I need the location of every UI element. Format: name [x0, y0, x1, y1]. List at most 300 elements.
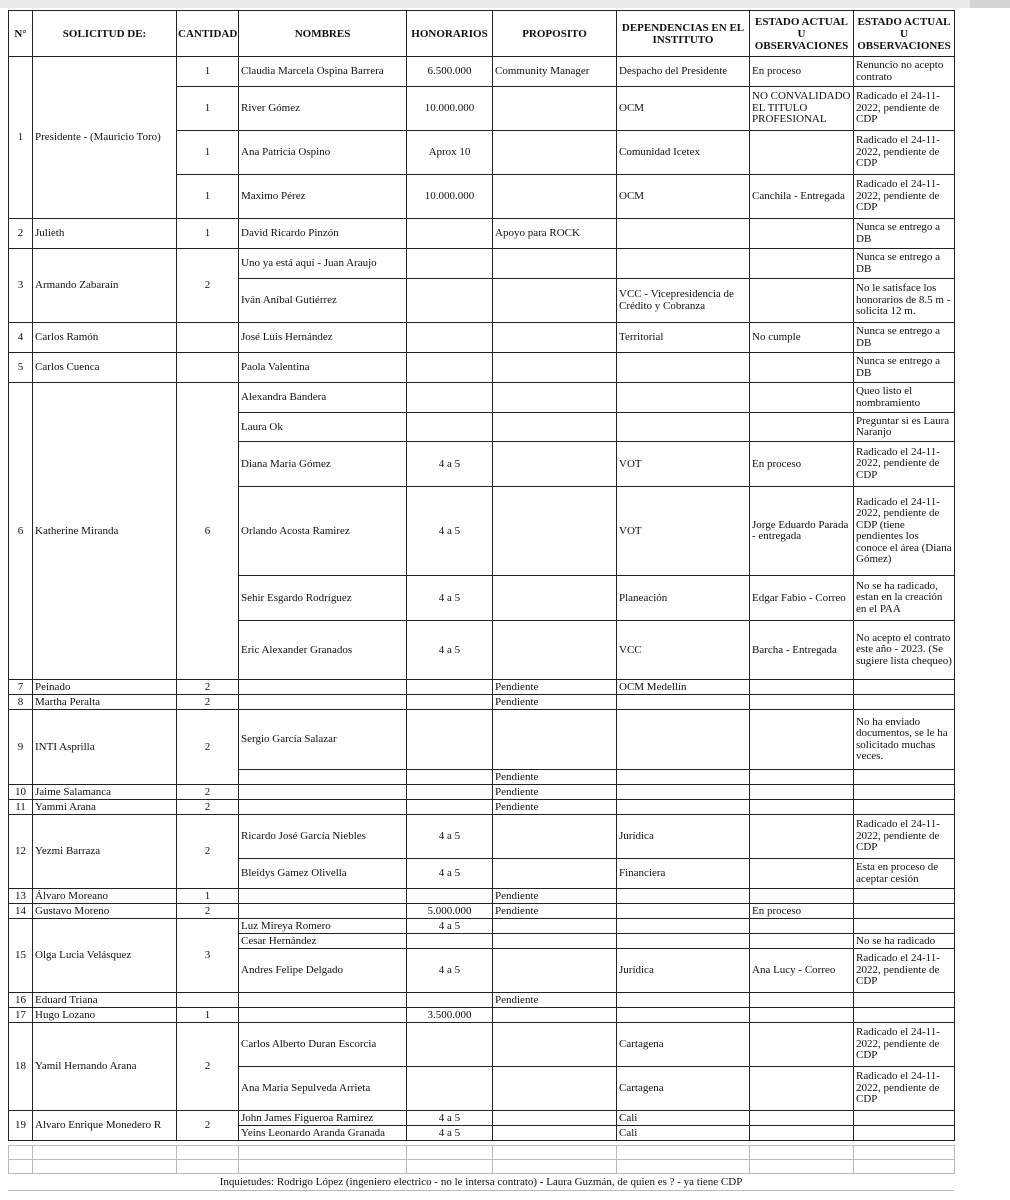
honorarios-cell: [407, 695, 493, 710]
estado-cell: En proceso: [750, 57, 854, 87]
solicitud-cell: Álvaro Moreano: [33, 889, 177, 904]
solicitud-cell: Armando Zabaraín: [33, 249, 177, 323]
row-number: 15: [9, 919, 33, 993]
nombre-cell: [239, 1008, 407, 1023]
nombre-cell: Orlando Acosta Ramirez: [239, 487, 407, 576]
dependencia-cell: VOT: [617, 487, 750, 576]
table-row: [9, 680, 955, 695]
empty-cell: [407, 1146, 493, 1160]
row-number: 2: [9, 219, 33, 249]
observacion-cell: [854, 1126, 955, 1141]
honorarios-cell: 4 a 5: [407, 576, 493, 621]
proposito-cell: Apoyo para ROCK: [493, 219, 617, 249]
dependencia-cell: [617, 383, 750, 413]
row-number: 13: [9, 889, 33, 904]
dependencia-cell: OCM: [617, 87, 750, 131]
honorarios-cell: [407, 680, 493, 695]
nombre-cell: Sergio García Salazar: [239, 710, 407, 770]
row-number: 7: [9, 680, 33, 695]
nombre-cell: Ana Patricia Ospino: [239, 131, 407, 175]
estado-cell: [750, 680, 854, 695]
header-row: [9, 11, 955, 57]
observacion-cell: [854, 919, 955, 934]
table-row: [9, 785, 955, 800]
estado-cell: [750, 710, 854, 770]
solicitud-cell: Carlos Ramón: [33, 323, 177, 353]
header-n: N°: [9, 11, 33, 57]
cantidad-cell: 1: [177, 87, 239, 131]
nombre-cell: Eric Alexander Granados: [239, 621, 407, 680]
solicitud-cell: Peinado: [33, 680, 177, 695]
row-number: 4: [9, 323, 33, 353]
observacion-cell: Queo listo el nombramiento: [854, 383, 955, 413]
nombre-cell: Claudia Marcela Ospina Barrera: [239, 57, 407, 87]
cantidad-cell: 6: [177, 383, 239, 680]
header-estado-2: ESTADO ACTUAL U OBSERVACIONES: [854, 11, 955, 57]
proposito-cell: [493, 487, 617, 576]
dependencia-cell: [617, 993, 750, 1008]
dependencia-cell: Cartagena: [617, 1067, 750, 1111]
cantidad-cell: 2: [177, 800, 239, 815]
solicitud-cell: INTI Asprilla: [33, 710, 177, 785]
observacion-cell: [854, 993, 955, 1008]
dependencia-cell: [617, 249, 750, 279]
table-row: [9, 919, 955, 934]
proposito-cell: [493, 815, 617, 859]
dependencia-cell: [617, 1008, 750, 1023]
estado-cell: [750, 993, 854, 1008]
proposito-cell: [493, 710, 617, 770]
solicitud-cell: Presidente - (Mauricio Toro): [33, 57, 177, 219]
honorarios-cell: 10.000.000: [407, 175, 493, 219]
nombre-cell: Paola Valentina: [239, 353, 407, 383]
solicitud-cell: Olga Lucia Velásquez: [33, 919, 177, 993]
dependencia-cell: Cali: [617, 1126, 750, 1141]
proposito-cell: [493, 949, 617, 993]
dependencia-cell: [617, 785, 750, 800]
observacion-cell: Nunca se entrego a DB: [854, 353, 955, 383]
nombre-cell: River Gómez: [239, 87, 407, 131]
estado-cell: [750, 934, 854, 949]
solicitud-cell: Yezmi Barraza: [33, 815, 177, 889]
cantidad-cell: 1: [177, 219, 239, 249]
header-estado-1: ESTADO ACTUAL U OBSERVACIONES: [750, 11, 854, 57]
honorarios-cell: [407, 889, 493, 904]
nombre-cell: Luz Mireya Romero: [239, 919, 407, 934]
dependencia-cell: VCC: [617, 621, 750, 680]
solicitud-cell: Jaime Salamanca: [33, 785, 177, 800]
honorarios-cell: [407, 993, 493, 1008]
cantidad-cell: [177, 323, 239, 353]
table-row: [9, 800, 955, 815]
row-number: 12: [9, 815, 33, 889]
observacion-cell: [854, 770, 955, 785]
dependencia-cell: [617, 800, 750, 815]
estado-cell: [750, 413, 854, 442]
dependencia-cell: [617, 219, 750, 249]
observacion-cell: No ha enviado documentos, se le ha solicitado muchas veces.: [854, 710, 955, 770]
honorarios-cell: [407, 383, 493, 413]
honorarios-cell: 5.000.000: [407, 904, 493, 919]
empty-row: [9, 1160, 955, 1174]
nombre-cell: Maximo Pérez: [239, 175, 407, 219]
nombre-cell: Sehir Esgardo Rodríguez: [239, 576, 407, 621]
solicitud-cell: Julieth: [33, 219, 177, 249]
row-number: 1: [9, 57, 33, 219]
proposito-cell: [493, 383, 617, 413]
cantidad-cell: 2: [177, 904, 239, 919]
proposito-cell: [493, 1067, 617, 1111]
table-row: [9, 1008, 955, 1023]
empty-cell: [177, 1160, 239, 1174]
estado-cell: Ana Lucy - Correo: [750, 949, 854, 993]
proposito-cell: Community Manager: [493, 57, 617, 87]
honorarios-cell: [407, 219, 493, 249]
cantidad-cell: 2: [177, 815, 239, 889]
nombre-cell: Ana Maria Sepulveda Arrieta: [239, 1067, 407, 1111]
honorarios-cell: 3.500.000: [407, 1008, 493, 1023]
table-row: [9, 353, 955, 383]
estado-cell: Jorge Eduardo Parada - entregada: [750, 487, 854, 576]
dependencia-cell: Cali: [617, 1111, 750, 1126]
table-row: [9, 695, 955, 710]
nombre-cell: [239, 889, 407, 904]
table-row: [9, 1023, 955, 1067]
observacion-cell: No se ha radicado: [854, 934, 955, 949]
proposito-cell: [493, 413, 617, 442]
nombre-cell: John James Figueroa Ramirez: [239, 1111, 407, 1126]
proposito-cell: [493, 576, 617, 621]
top-band: [0, 0, 1010, 8]
row-number: 16: [9, 993, 33, 1008]
empty-cell: [9, 1146, 33, 1160]
observacion-cell: Nunca se entrego a DB: [854, 323, 955, 353]
observacion-cell: [854, 904, 955, 919]
dependencia-cell: [617, 710, 750, 770]
observacion-cell: No se ha radicado, estan en la creación en el PAA: [854, 576, 955, 621]
nombre-cell: [239, 785, 407, 800]
estado-cell: [750, 1023, 854, 1067]
estado-cell: En proceso: [750, 442, 854, 487]
row-number: 9: [9, 710, 33, 785]
honorarios-cell: 4 a 5: [407, 1111, 493, 1126]
estado-cell: [750, 770, 854, 785]
estado-cell: [750, 131, 854, 175]
dependencia-cell: Cartagena: [617, 1023, 750, 1067]
observacion-cell: Radicado el 24-11-2022, pendiente de CDP: [854, 949, 955, 993]
dependencia-cell: [617, 904, 750, 919]
solicitud-cell: Alvaro Enrique Monedero R: [33, 1111, 177, 1141]
proposito-cell: [493, 919, 617, 934]
footer-note: Inquietudes: Rodrigo López (ingeniero electrico - no le intersa contrato) - Laura Guzmán, de quien es ? - ya tiene CDP: [8, 1173, 954, 1191]
solicitud-cell: Martha Peralta: [33, 695, 177, 710]
table-row: [9, 904, 955, 919]
observacion-cell: [854, 680, 955, 695]
proposito-cell: [493, 1111, 617, 1126]
cantidad-cell: [177, 353, 239, 383]
header-nombres: NOMBRES: [239, 11, 407, 57]
estado-cell: [750, 800, 854, 815]
observacion-cell: Radicado el 24-11-2022, pendiente de CDP: [854, 1067, 955, 1111]
honorarios-cell: Aprox 10: [407, 131, 493, 175]
nombre-cell: Alexandra Bandera: [239, 383, 407, 413]
dependencia-cell: Jurídica: [617, 949, 750, 993]
dependencia-cell: VCC - Vicepresidencia de Crédito y Cobranza: [617, 279, 750, 323]
honorarios-cell: [407, 934, 493, 949]
solicitud-cell: Gustavo Moreno: [33, 904, 177, 919]
observacion-cell: No acepto el contrato este año - 2023. (Se sugiere lista chequeo): [854, 621, 955, 680]
estado-cell: En proceso: [750, 904, 854, 919]
observacion-cell: Preguntar si es Laura Naranjo: [854, 413, 955, 442]
cantidad-cell: 1: [177, 175, 239, 219]
empty-cell: [493, 1146, 617, 1160]
proposito-cell: Pendiente: [493, 770, 617, 785]
observacion-cell: Radicado el 24-11-2022, pendiente de CDP: [854, 87, 955, 131]
empty-cell: [617, 1160, 750, 1174]
dependencia-cell: [617, 889, 750, 904]
empty-cell: [239, 1146, 407, 1160]
proposito-cell: [493, 175, 617, 219]
table-row: [9, 815, 955, 859]
cantidad-cell: 2: [177, 710, 239, 785]
nombre-cell: José Luis Hernández: [239, 323, 407, 353]
nombre-cell: [239, 695, 407, 710]
proposito-cell: Pendiente: [493, 800, 617, 815]
nombre-cell: David Ricardo Pinzón: [239, 219, 407, 249]
honorarios-cell: [407, 413, 493, 442]
proposito-cell: [493, 249, 617, 279]
estado-cell: Edgar Fabio - Correo: [750, 576, 854, 621]
estado-cell: [750, 383, 854, 413]
estado-cell: [750, 859, 854, 889]
row-number: 19: [9, 1111, 33, 1141]
row-number: 6: [9, 383, 33, 680]
solicitud-cell: Eduard Triana: [33, 993, 177, 1008]
nombre-cell: Ricardo José García Niebles: [239, 815, 407, 859]
solicitud-cell: Hugo Lozano: [33, 1008, 177, 1023]
table-row: [9, 383, 955, 413]
nombre-cell: Yeins Leonardo Aranda Granada: [239, 1126, 407, 1141]
nombre-cell: [239, 680, 407, 695]
solicitud-cell: Yammi Arana: [33, 800, 177, 815]
header-honorarios: HONORARIOS: [407, 11, 493, 57]
cantidad-cell: 3: [177, 919, 239, 993]
row-number: 18: [9, 1023, 33, 1111]
row-number: 10: [9, 785, 33, 800]
observacion-cell: [854, 1008, 955, 1023]
nombre-cell: [239, 904, 407, 919]
proposito-cell: [493, 323, 617, 353]
honorarios-cell: 4 a 5: [407, 859, 493, 889]
proposito-cell: [493, 1126, 617, 1141]
proposito-cell: [493, 87, 617, 131]
row-number: 3: [9, 249, 33, 323]
cantidad-cell: [177, 993, 239, 1008]
observacion-cell: [854, 695, 955, 710]
honorarios-cell: [407, 770, 493, 785]
table-row: [9, 249, 955, 279]
dependencia-cell: [617, 353, 750, 383]
proposito-cell: Pendiente: [493, 695, 617, 710]
nombre-cell: Cesar Hernández: [239, 934, 407, 949]
honorarios-cell: 4 a 5: [407, 919, 493, 934]
empty-cell: [33, 1160, 177, 1174]
cantidad-cell: 2: [177, 785, 239, 800]
proposito-cell: [493, 279, 617, 323]
honorarios-cell: 10.000.000: [407, 87, 493, 131]
table-row: [9, 1111, 955, 1126]
proposito-cell: [493, 1008, 617, 1023]
observacion-cell: Esta en proceso de aceptar cesión: [854, 859, 955, 889]
empty-cell: [493, 1160, 617, 1174]
cantidad-cell: 1: [177, 57, 239, 87]
estado-cell: [750, 1067, 854, 1111]
empty-cell: [617, 1146, 750, 1160]
table-row: [9, 710, 955, 770]
proposito-cell: [493, 859, 617, 889]
estado-cell: [750, 815, 854, 859]
cantidad-cell: 2: [177, 1023, 239, 1111]
estado-cell: [750, 695, 854, 710]
dependencia-cell: [617, 934, 750, 949]
cantidad-cell: 1: [177, 131, 239, 175]
cantidad-cell: 2: [177, 1111, 239, 1141]
dependencia-cell: VOT: [617, 442, 750, 487]
empty-cell: [854, 1160, 955, 1174]
cantidad-cell: 1: [177, 889, 239, 904]
dependencia-cell: [617, 695, 750, 710]
table-row: [9, 219, 955, 249]
observacion-cell: [854, 1111, 955, 1126]
solicitud-cell: Yamil Hernando Arana: [33, 1023, 177, 1111]
proposito-cell: [493, 442, 617, 487]
empty-cell: [750, 1146, 854, 1160]
nombre-cell: Laura Ok: [239, 413, 407, 442]
empty-grid-rows: [8, 1145, 955, 1174]
honorarios-cell: 4 a 5: [407, 815, 493, 859]
estado-cell: Barcha - Entregada: [750, 621, 854, 680]
dependencia-cell: Comunidad Icetex: [617, 131, 750, 175]
proposito-cell: Pendiente: [493, 904, 617, 919]
proposito-cell: Pendiente: [493, 993, 617, 1008]
observacion-cell: Radicado el 24-11-2022, pendiente de CDP (tiene pendientes los conoce el área (Diana Gómez): [854, 487, 955, 576]
solicitud-cell: Katherine Miranda: [33, 383, 177, 680]
row-number: 5: [9, 353, 33, 383]
empty-cell: [9, 1160, 33, 1174]
observacion-cell: Radicado el 24-11-2022, pendiente de CDP: [854, 175, 955, 219]
observacion-cell: Renuncio no acepto contrato: [854, 57, 955, 87]
dependencia-cell: [617, 919, 750, 934]
empty-cell: [750, 1160, 854, 1174]
observacion-cell: Radicado el 24-11-2022, pendiente de CDP: [854, 815, 955, 859]
estado-cell: [750, 1008, 854, 1023]
observacion-cell: Nunca se entrego a DB: [854, 219, 955, 249]
dependencia-cell: Financiera: [617, 859, 750, 889]
dependencia-cell: [617, 770, 750, 785]
solicitud-cell: Carlos Cuenca: [33, 353, 177, 383]
nombre-cell: Andres Felipe Delgado: [239, 949, 407, 993]
observacion-cell: Nunca se entrego a DB: [854, 249, 955, 279]
header-proposito: PROPOSITO: [493, 11, 617, 57]
estado-cell: [750, 1111, 854, 1126]
observacion-cell: Radicado el 24-11-2022, pendiente de CDP: [854, 1023, 955, 1067]
proposito-cell: [493, 621, 617, 680]
proposito-cell: [493, 353, 617, 383]
honorarios-cell: 4 a 5: [407, 487, 493, 576]
nombre-cell: Uno ya está aquí - Juan Araujo: [239, 249, 407, 279]
cantidad-cell: 2: [177, 249, 239, 323]
estado-cell: Canchila - Entregada: [750, 175, 854, 219]
row-number: 14: [9, 904, 33, 919]
dependencia-cell: Planeación: [617, 576, 750, 621]
dependencia-cell: Territorial: [617, 323, 750, 353]
header-dependencias: DEPENDENCIAS EN EL INSTITUTO: [617, 11, 750, 57]
empty-cell: [33, 1146, 177, 1160]
honorarios-cell: [407, 279, 493, 323]
estado-cell: [750, 219, 854, 249]
row-number: 8: [9, 695, 33, 710]
empty-cell: [407, 1160, 493, 1174]
estado-cell: [750, 353, 854, 383]
proposito-cell: [493, 934, 617, 949]
honorarios-cell: [407, 785, 493, 800]
estado-cell: [750, 919, 854, 934]
observacion-cell: [854, 889, 955, 904]
honorarios-cell: [407, 710, 493, 770]
nombre-cell: [239, 770, 407, 785]
table-row: [9, 993, 955, 1008]
empty-cell: [177, 1146, 239, 1160]
dependencia-cell: OCM: [617, 175, 750, 219]
nombre-cell: Carlos Alberto Duran Escorcia: [239, 1023, 407, 1067]
header-solicitud: SOLICITUD DE:: [33, 11, 177, 57]
honorarios-cell: [407, 353, 493, 383]
observacion-cell: [854, 800, 955, 815]
estado-cell: [750, 785, 854, 800]
proposito-cell: Pendiente: [493, 889, 617, 904]
dependencia-cell: OCM Medellín: [617, 680, 750, 695]
proposito-cell: Pendiente: [493, 680, 617, 695]
nombre-cell: Iván Aníbal Gutiérrez: [239, 279, 407, 323]
honorarios-cell: 4 a 5: [407, 949, 493, 993]
observacion-cell: No le satisface los honorarios de 8.5 m - solicita 12 m.: [854, 279, 955, 323]
cantidad-cell: 1: [177, 1008, 239, 1023]
table-row: [9, 889, 955, 904]
nombre-cell: [239, 993, 407, 1008]
observacion-cell: Radicado el 24-11-2022, pendiente de CDP: [854, 442, 955, 487]
proposito-cell: [493, 131, 617, 175]
honorarios-cell: 4 a 5: [407, 442, 493, 487]
honorarios-cell: [407, 1023, 493, 1067]
table-row: [9, 323, 955, 353]
estado-cell: [750, 1126, 854, 1141]
estado-cell: [750, 249, 854, 279]
row-number: 11: [9, 800, 33, 815]
estado-cell: NO CONVALIDADO EL TITULO PROFESIONAL: [750, 87, 854, 131]
dependencia-cell: Jurídica: [617, 815, 750, 859]
requests-table: [8, 10, 955, 1141]
empty-cell: [239, 1160, 407, 1174]
estado-cell: [750, 889, 854, 904]
honorarios-cell: 4 a 5: [407, 1126, 493, 1141]
cantidad-cell: 2: [177, 695, 239, 710]
empty-cell: [854, 1146, 955, 1160]
honorarios-cell: [407, 249, 493, 279]
nombre-cell: [239, 800, 407, 815]
dependencia-cell: [617, 413, 750, 442]
header-cantidad: CANTIDAD: [177, 11, 239, 57]
estado-cell: [750, 279, 854, 323]
